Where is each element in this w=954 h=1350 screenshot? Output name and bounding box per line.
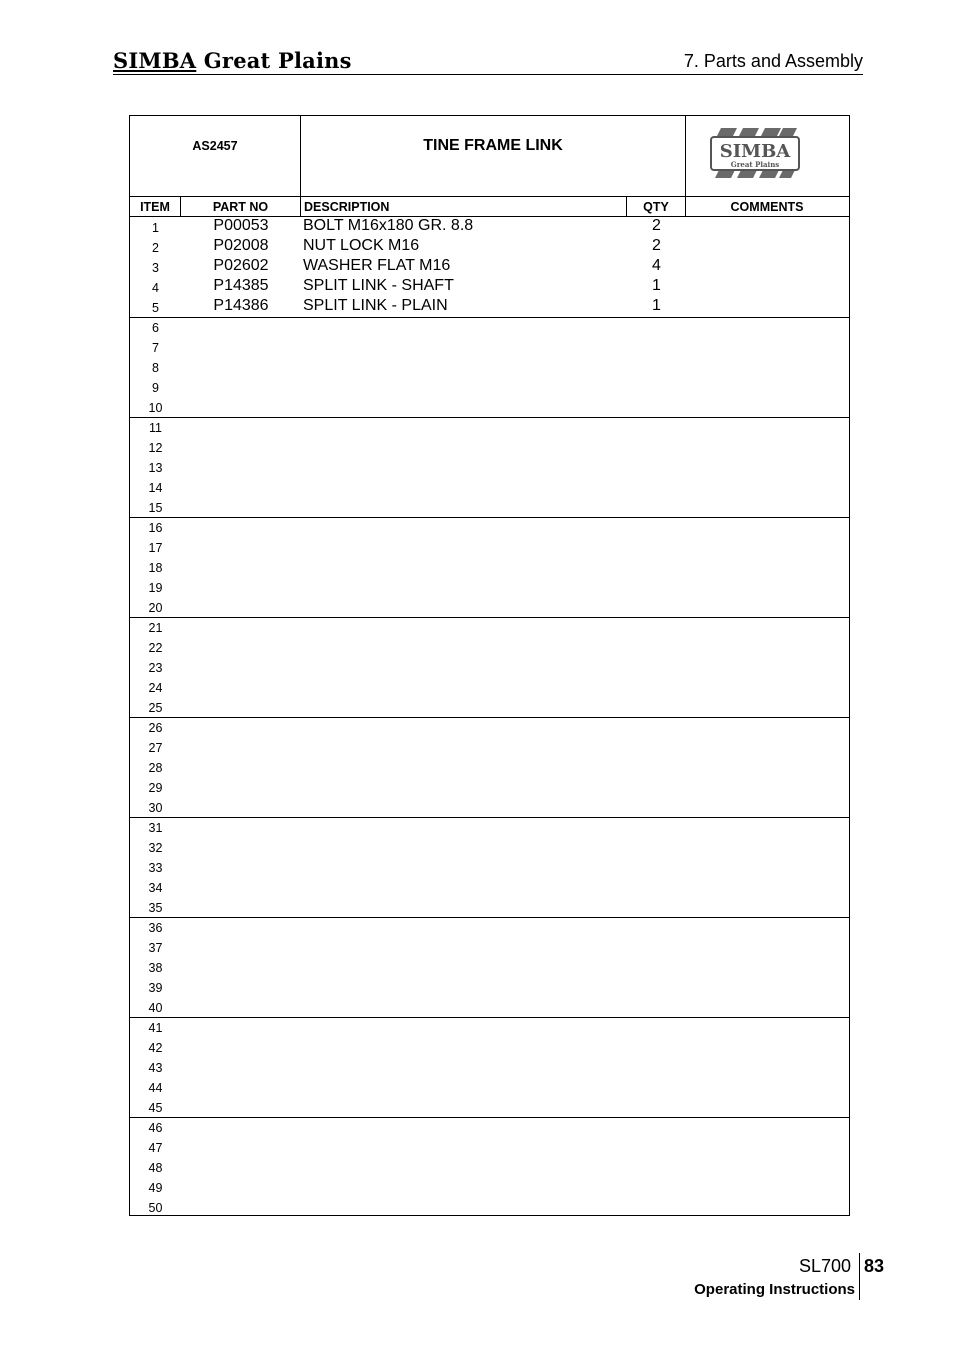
table-row (130, 337, 849, 357)
footer-model: SL700 (799, 1256, 852, 1276)
table-row (130, 737, 849, 757)
item-number: 40 (148, 1001, 163, 1015)
item-number: 50 (148, 1201, 163, 1215)
item-number: 7 (152, 341, 159, 355)
header-rule (113, 74, 863, 75)
table-row (130, 677, 849, 697)
col-item: ITEM (130, 197, 181, 216)
table-row (130, 897, 849, 917)
col-comments: COMMENTS (730, 200, 804, 214)
table-row (130, 517, 849, 537)
table-row (130, 637, 849, 657)
column-headers (130, 197, 849, 217)
item-number: 15 (148, 501, 163, 515)
table-row (130, 217, 849, 237)
table-row (130, 657, 849, 677)
assembly-cell (130, 116, 301, 196)
table-row (130, 1177, 849, 1197)
item-number: 20 (148, 601, 163, 615)
table-row (130, 977, 849, 997)
item-number: 11 (149, 421, 162, 435)
item-number: 30 (148, 801, 163, 815)
item-number: 42 (148, 1041, 163, 1055)
logo-word: SIMBA (719, 141, 791, 162)
table-row (130, 817, 849, 837)
table-row (130, 957, 849, 977)
item-number: 10 (148, 401, 163, 415)
simba-logo-icon (709, 125, 801, 181)
table-row (130, 1037, 849, 1057)
quantity: 1 (652, 297, 661, 314)
table-row (130, 837, 849, 857)
table-row (130, 257, 849, 277)
item-number: 46 (148, 1121, 163, 1135)
quantity: 2 (652, 217, 661, 234)
table-row (130, 997, 849, 1017)
part-description: BOLT M16x180 GR. 8.8 (303, 217, 474, 234)
title-cell (301, 116, 686, 196)
assembly-title: TINE FRAME LINK (423, 137, 563, 154)
assembly-number: AS2457 (192, 139, 238, 153)
table-row (130, 717, 849, 737)
item-number: 27 (148, 741, 163, 755)
table-row (130, 1117, 849, 1137)
item-number: 4 (152, 281, 159, 295)
table-row (130, 357, 849, 377)
item-number: 49 (148, 1181, 163, 1195)
item-number: 31 (148, 821, 163, 835)
part-description: WASHER FLAT M16 (303, 257, 451, 274)
item-number: 29 (148, 781, 163, 795)
section-title: 7. Parts and Assembly (683, 51, 863, 71)
part-number: P02008 (213, 237, 269, 254)
item-number: 47 (148, 1141, 163, 1155)
table-row (130, 937, 849, 957)
page-number: 83 (864, 1256, 885, 1276)
col-part-no: PART NO (181, 197, 301, 216)
item-number: 48 (148, 1161, 163, 1175)
item-number: 36 (148, 921, 163, 935)
brand-title (113, 48, 352, 73)
item-number: 17 (148, 541, 163, 555)
table-row (130, 1077, 849, 1097)
item-number: 14 (148, 481, 163, 495)
item-number: 1 (152, 221, 159, 235)
table-row (130, 877, 849, 897)
table-row (130, 597, 849, 617)
item-number: 26 (148, 721, 163, 735)
table-row (130, 477, 849, 497)
table-row (130, 777, 849, 797)
item-number: 38 (148, 961, 163, 975)
item-number: 33 (148, 861, 163, 875)
item-number: 3 (152, 261, 159, 275)
item-number: 12 (148, 441, 163, 455)
table-row (130, 537, 849, 557)
logo-cell (686, 116, 848, 196)
logo-sub: Great Plains (730, 160, 780, 169)
table-row (130, 377, 849, 397)
quantity: 2 (652, 237, 661, 254)
item-number: 28 (148, 761, 163, 775)
table-row (130, 617, 849, 637)
table-row (130, 1017, 849, 1037)
item-number: 19 (148, 581, 163, 595)
item-number: 34 (148, 881, 163, 895)
footer-divider (859, 1253, 860, 1300)
table-row (130, 577, 849, 597)
item-number: 24 (148, 681, 163, 695)
part-number: P02602 (213, 257, 269, 274)
item-number: 8 (152, 361, 159, 375)
table-row (130, 397, 849, 417)
part-description: SPLIT LINK - SHAFT (303, 277, 454, 294)
item-number: 41 (148, 1021, 163, 1035)
table-row (130, 697, 849, 717)
item-number: 44 (148, 1081, 163, 1095)
table-row (130, 277, 849, 297)
table-row (130, 1157, 849, 1177)
brand-name-bold: SIMBA (113, 48, 197, 73)
table-row (130, 417, 849, 437)
table-row (130, 297, 849, 317)
item-number: 32 (148, 841, 163, 855)
table-row (130, 857, 849, 877)
part-description: SPLIT LINK - PLAIN (303, 297, 448, 314)
table-row (130, 497, 849, 517)
item-number: 23 (148, 661, 163, 675)
table-row (130, 457, 849, 477)
table-row (130, 1197, 849, 1217)
item-number: 16 (148, 521, 163, 535)
item-number: 35 (148, 901, 163, 915)
footer-subtitle: Operating Instructions (694, 1281, 855, 1298)
item-number: 2 (152, 241, 159, 255)
part-number: P14385 (213, 277, 269, 294)
item-number: 5 (152, 301, 159, 315)
table-row (130, 1137, 849, 1157)
item-number: 9 (152, 381, 159, 395)
table-row (130, 317, 849, 337)
item-number: 21 (148, 621, 163, 635)
item-number: 6 (152, 321, 159, 335)
table-row (130, 237, 849, 257)
quantity: 4 (652, 257, 661, 274)
table-row (130, 1057, 849, 1077)
col-qty: QTY (627, 197, 686, 216)
parts-table (129, 115, 850, 1216)
brand-name-rest: Great Plains (196, 48, 352, 73)
table-header (130, 116, 849, 197)
part-number: P14386 (213, 297, 269, 314)
item-number: 39 (148, 981, 163, 995)
item-number: 43 (148, 1061, 163, 1075)
table-row (130, 757, 849, 777)
item-number: 18 (148, 561, 163, 575)
item-number: 25 (148, 701, 163, 715)
item-number: 45 (148, 1101, 163, 1115)
quantity: 1 (652, 277, 661, 294)
table-row (130, 917, 849, 937)
item-number: 13 (148, 461, 163, 475)
item-number: 22 (148, 641, 163, 655)
table-row (130, 437, 849, 457)
table-row (130, 797, 849, 817)
item-number: 37 (148, 941, 163, 955)
table-row (130, 1097, 849, 1117)
table-row (130, 557, 849, 577)
col-description: DESCRIPTION (301, 197, 627, 216)
part-number: P00053 (213, 217, 269, 234)
part-description: NUT LOCK M16 (303, 237, 420, 254)
